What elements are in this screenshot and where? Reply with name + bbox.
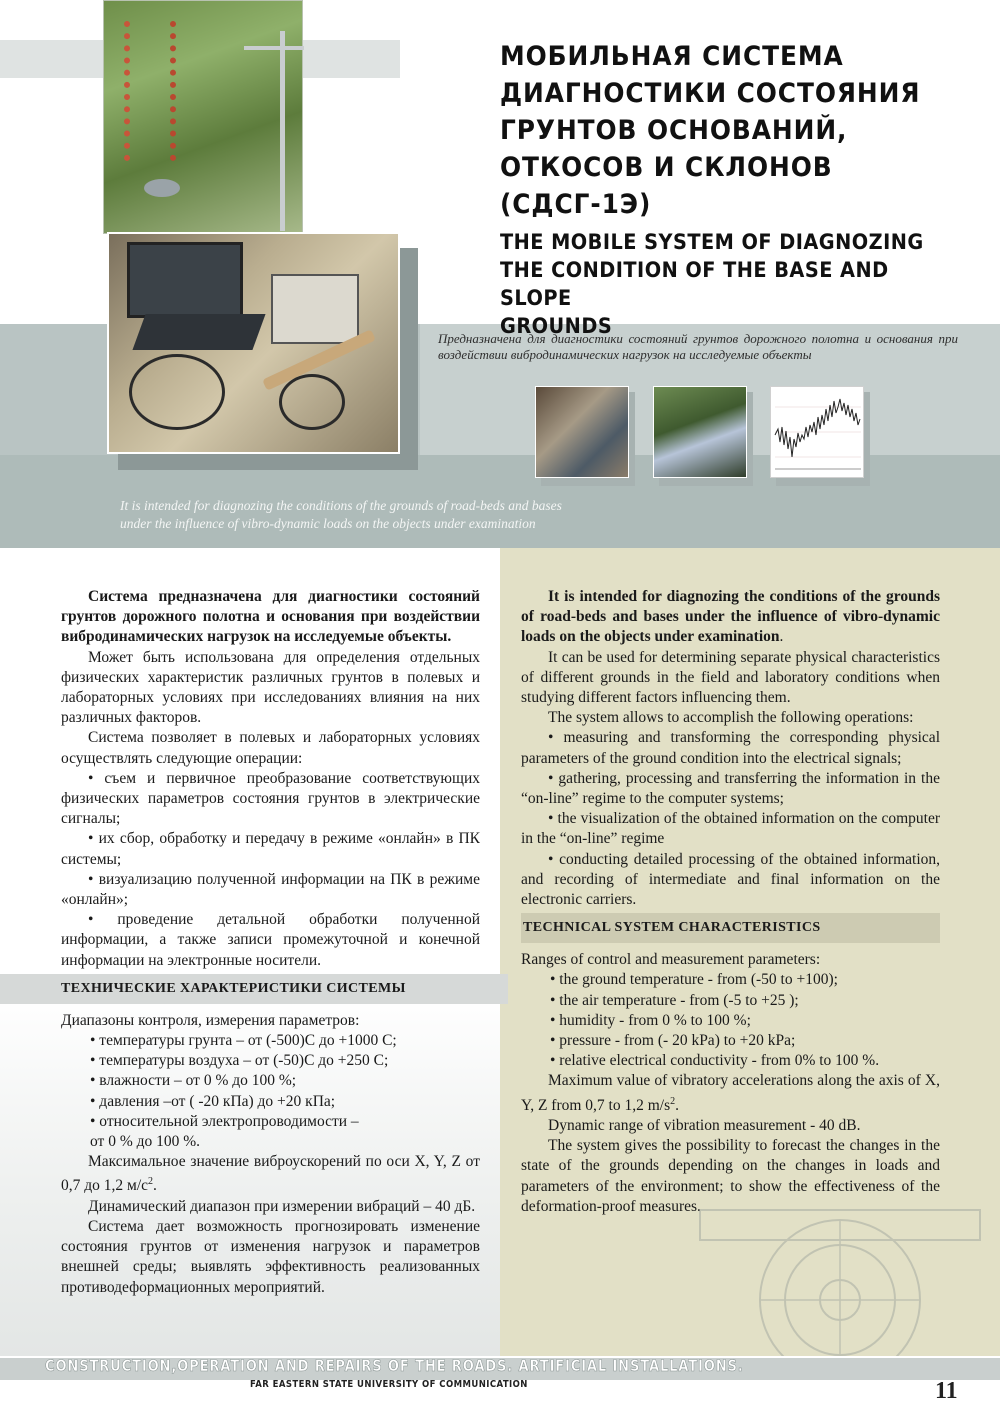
metal-pole-graphic xyxy=(280,31,285,231)
title-ru-line: ГРУНТОВ ОСНОВАНИЙ, xyxy=(500,115,848,146)
superscript: 2 xyxy=(670,1095,676,1107)
title-ru-line: ДИАГНОСТИКИ СОСТОЯНИЯ xyxy=(500,78,921,109)
cable-coil-graphic xyxy=(129,354,225,430)
description-russian: Предназначена для диагностики состояний грунтов дорожного полотна и основания при воздействии вибродинамических нагрузок на исследуемые объекты xyxy=(438,331,958,362)
caption-line: under the influence of vibro-dynamic loads on the objects under examination xyxy=(120,516,536,531)
bullet-item: • их сбор, обработку и передачу в режиме «онлайн» в ПК системы; xyxy=(61,830,480,868)
lab-equipment-thumbnail xyxy=(535,386,629,478)
bullet-item: • проведение детальной обработки полученной информации, а также записи промежуточной и конечной информации на электронные носители. xyxy=(61,911,480,969)
lead-paragraph xyxy=(521,587,940,648)
laptop-graphic xyxy=(127,242,243,318)
title-en-line: THE MOBILE SYSTEM OF DIAGNOZING xyxy=(500,230,924,254)
footer-title: CONSTRUCTION,OPERATION AND REPAIRS OF THE ROADS. ARTIFICIAL INSTALLATIONS. xyxy=(45,1356,744,1375)
paragraph: It can be used for determining separate physical characteristics of different grounds in the field and laboratory conditions when studying different factors influencing them. xyxy=(521,648,940,707)
cable-coil-graphic-2 xyxy=(279,374,345,430)
signal-waveform-graphic xyxy=(771,387,863,477)
page-number: 11 xyxy=(935,1378,958,1404)
title-ru-line: ОТКОСОВ И СКЛОНОВ (СДСГ-1Э) xyxy=(500,152,833,220)
range-item: • relative electrical conductivity - from 0% to 100 %. xyxy=(550,1052,880,1070)
sensor-disc-graphic xyxy=(144,179,180,197)
range-item: • относительной электропроводимости – xyxy=(90,1112,359,1130)
range-item: • the air temperature - from (-5 to +25 ); xyxy=(550,991,799,1009)
range-item: • pressure - from (- 20 kPa) to +20 kPa; xyxy=(550,1032,796,1050)
dynamic-range-paragraph: Dynamic range of vibration measurement - 40 dB. xyxy=(548,1117,861,1135)
superscript: 2 xyxy=(148,1176,154,1188)
acceleration-text: Maximum value of vibratory accelerations along the axis of X, Y, Z from 0,7 to 1,2 m/s xyxy=(521,1072,940,1114)
section-heading: TECHNICAL SYSTEM CHARACTERISTICS xyxy=(521,913,940,943)
range-item: • влажности – от 0 % до 100 %; xyxy=(90,1072,297,1090)
left-column-text xyxy=(61,587,480,1298)
paragraph: Может быть использована для определения отдельных физических характеристик различных грунтов в полевых и лабораторных условиях при исследованиях влияния на них различных факторов. xyxy=(61,648,480,727)
range-item-continuation: от 0 % до 100 %. xyxy=(90,1133,201,1151)
title-russian xyxy=(500,38,942,223)
section-heading: ТЕХНИЧЕСКИЕ ХАРАКТЕРИСТИКИ СИСТЕМЫ xyxy=(0,974,508,1004)
forecast-paragraph: Система дает возможность прогнозировать изменение состояния грунтов от изменения нагрузок и параметров внешней среды; выявлять эффективность реализованных противодеформационных мероприятий. xyxy=(61,1218,480,1296)
title-english xyxy=(500,228,942,340)
right-column-text xyxy=(521,587,940,1217)
ranges-intro: Ranges of control and measurement parameters: xyxy=(521,951,821,969)
footer-subtitle: FAR EASTERN STATE UNIVERSITY OF COMMUNICATION xyxy=(250,1379,528,1390)
acceleration-paragraph: Максимальное значение виброускорений по оси X, Y, Z от 0,7 до 1,2 $м/с^2$. xyxy=(61,1153,480,1195)
forecast-paragraph: The system gives the possibility to forecast the changes in the state of the grounds depending on the changes in loads and parameters of the environment; to show the effectiveness of the deformation-proof measures. xyxy=(521,1137,940,1215)
bullet-item: • the visualization of the obtained information on the computer in the “on-line” regime xyxy=(521,810,940,848)
field-sensor-photo xyxy=(103,0,303,234)
paragraph: The system allows to accomplish the following operations: xyxy=(548,709,914,727)
bullet-item: • съем и первичное преобразование соответствующих физических параметров состояния грунтов в электрические сигналы; xyxy=(61,769,480,828)
lead-bold-text: It is intended for diagnozing the conditions of the grounds of road-beds and bases under the influence of vibro-dynamic loads on the objects under examination xyxy=(521,588,940,646)
bullet-item: • measuring and transforming the corresponding physical parameters of the ground condition into the electrical signals; xyxy=(521,729,940,767)
caption-english xyxy=(120,497,660,533)
title-en-line: GROUNDS xyxy=(500,314,613,338)
laptop-keyboard-graphic xyxy=(132,314,265,350)
acceleration-period: . xyxy=(675,1096,679,1114)
bullet-item: • gathering, processing and transferring the information in the “on-line” regime to the computer systems; xyxy=(521,769,940,808)
range-item: • humidity - from 0 % to 100 %; xyxy=(550,1011,751,1029)
paragraph: Система позволяет в полевых и лабораторных условиях осуществлять следующие операции: xyxy=(61,729,480,767)
wheelset-line-art xyxy=(690,1190,990,1370)
equipment-photo xyxy=(107,232,400,454)
measurement-unit-graphic xyxy=(271,274,359,344)
bullet-item: • conducting detailed processing of the obtained information, and recording of intermediate and final information on the electronic carriers. xyxy=(521,850,940,909)
bullet-item: • визуализацию полученной информации на ПК в режиме «онлайн»; xyxy=(61,870,480,909)
metal-pole-crossbar-graphic xyxy=(244,46,304,50)
range-item: • температуры грунта – от (-500)С до +1000 С; xyxy=(90,1032,397,1050)
title-en-line: THE CONDITION OF THE BASE AND SLOPE xyxy=(500,258,889,310)
title-ru-line: МОБИЛЬНАЯ СИСТЕМА xyxy=(500,41,844,72)
range-item: • температуры воздуха – от (-50)С до +250 С; xyxy=(90,1052,389,1070)
screw-anchor-graphic xyxy=(124,21,176,161)
dynamic-range-paragraph: Динамический диапазон при измерении вибраций – 40 дБ. xyxy=(88,1197,476,1215)
acceleration-text: Максимальное значение виброускорений по оси X, Y, Z от 0,7 до 1,2 м/с xyxy=(61,1153,480,1195)
lead-paragraph: Система предназначена для диагностики состояний грунтов дорожного полотна и основания при воздействии вибродинамических нагрузок на исследуемые объекты. xyxy=(61,588,480,646)
ranges-intro: Диапазоны контроля, измерения параметров: xyxy=(61,1011,360,1029)
lead-period: . xyxy=(779,628,784,646)
range-item: • the ground temperature - from (-50 to +100); xyxy=(550,971,838,989)
acceleration-paragraph xyxy=(521,1071,940,1116)
field-work-thumbnail xyxy=(653,386,747,478)
vibration-signal-thumbnail xyxy=(770,386,864,478)
caption-line: It is intended for diagnozing the conditions of the grounds of road-beds and bases xyxy=(120,498,562,513)
range-item: • давления –от ( -20 кПа) до +20 кПа; xyxy=(90,1092,336,1110)
